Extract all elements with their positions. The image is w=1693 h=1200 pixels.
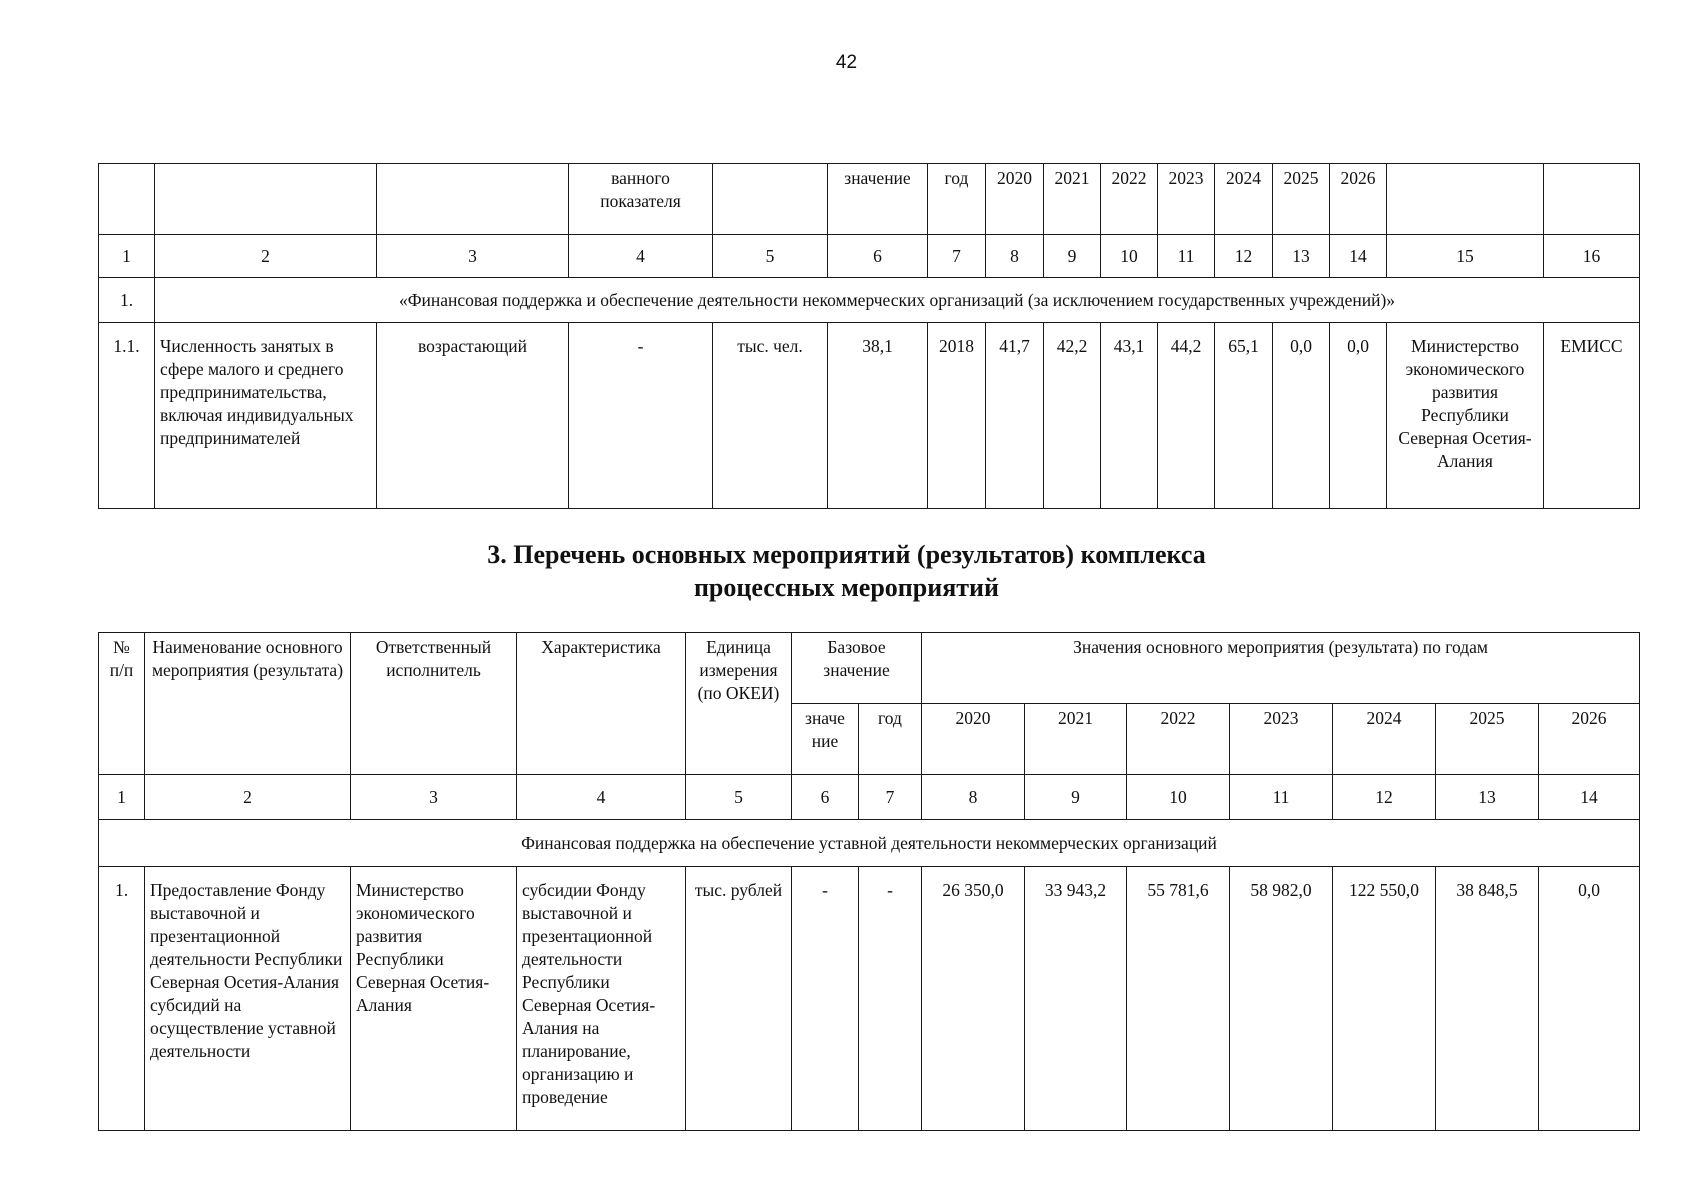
indicator-trend: возрастающий — [377, 323, 569, 509]
measure-name: Предоставление Фонду выставочной и презентационной деятельности Республики Северная Осетия-Алания субсидий на осуществление уставной деятельности — [145, 867, 351, 1131]
year-value: 33 943,2 — [1025, 867, 1127, 1131]
section-row — [99, 820, 1640, 867]
section-3-title-line-2: процессных мероприятий — [693, 573, 1000, 602]
column-number: 1 — [99, 235, 155, 278]
year-value: 42,2 — [1044, 323, 1101, 509]
section-title: «Финансовая поддержка и обеспечение деятельности некоммерческих организаций (за исключением государственных учреждений)» — [155, 278, 1640, 323]
year-value: 43,1 — [1101, 323, 1158, 509]
table-row — [99, 323, 1640, 509]
year-value: 58 982,0 — [1230, 867, 1333, 1131]
header-base-value: значение — [828, 164, 928, 235]
responsible-executor: Министерство экономического развития Республики Северная Осетия-Алания — [351, 867, 517, 1131]
year-value: 122 550,0 — [1333, 867, 1436, 1131]
header-year: 2026 — [1330, 164, 1387, 235]
header-unit: Единица измерения (по ОКЕИ) — [686, 633, 792, 775]
header-year: 2025 — [1273, 164, 1330, 235]
column-number: 4 — [569, 235, 713, 278]
header-base-year: год — [859, 704, 922, 775]
header-year: 2024 — [1333, 704, 1436, 775]
column-number: 3 — [351, 775, 517, 820]
column-number: 7 — [928, 235, 986, 278]
column-number: 13 — [1436, 775, 1539, 820]
measure-characteristic: субсидии Фонду выставочной и презентационной деятельности Республики Северная Осетия-Алания на планирование, организацию и проведение — [517, 867, 686, 1131]
base-value: 38,1 — [828, 323, 928, 509]
table-header-row — [99, 164, 1640, 235]
column-number: 6 — [792, 775, 859, 820]
year-value: 41,7 — [986, 323, 1044, 509]
section-3-title — [0, 538, 1693, 604]
column-number: 2 — [155, 235, 377, 278]
header-indicator-level: ванного показателя — [569, 164, 713, 235]
column-number: 7 — [859, 775, 922, 820]
indicators-table — [98, 163, 1640, 509]
column-number: 12 — [1333, 775, 1436, 820]
indicator-name: Численность занятых в сфере малого и среднего предпринимательства, включая индивидуальных предпринимателей — [155, 323, 377, 509]
column-number: 14 — [1539, 775, 1640, 820]
header-year: 2021 — [1044, 164, 1101, 235]
header-year: 2026 — [1539, 704, 1640, 775]
header-measure-name: Наименование основного мероприятия (результата) — [145, 633, 351, 775]
row-number: 1. — [99, 867, 145, 1131]
column-number: 1 — [99, 775, 145, 820]
column-number: 12 — [1215, 235, 1273, 278]
column-numbers-row — [99, 775, 1640, 820]
year-value: 26 350,0 — [922, 867, 1025, 1131]
header-year: 2023 — [1158, 164, 1215, 235]
year-value: 38 848,5 — [1436, 867, 1539, 1131]
year-value: 0,0 — [1330, 323, 1387, 509]
header-values-by-year: Значения основного мероприятия (результата) по годам — [922, 633, 1640, 704]
column-number: 8 — [986, 235, 1044, 278]
header-year: 2022 — [1127, 704, 1230, 775]
year-value: 0,0 — [1539, 867, 1640, 1131]
column-number: 9 — [1025, 775, 1127, 820]
column-number: 11 — [1230, 775, 1333, 820]
column-number: 2 — [145, 775, 351, 820]
header-year: 2020 — [922, 704, 1025, 775]
header-year: 2022 — [1101, 164, 1158, 235]
base-year: 2018 — [928, 323, 986, 509]
column-number: 11 — [1158, 235, 1215, 278]
section-3-title-line-1: 3. Перечень основных мероприятий (результатов) комплекса — [487, 540, 1206, 569]
header-responsible: Ответственный исполнитель — [351, 633, 517, 775]
column-number: 16 — [1544, 235, 1640, 278]
header-year: 2025 — [1436, 704, 1539, 775]
page-number: 42 — [835, 52, 858, 73]
indicator-level: - — [569, 323, 713, 509]
header-base-value: значе ние — [792, 704, 859, 775]
column-number: 6 — [828, 235, 928, 278]
year-value: 0,0 — [1273, 323, 1330, 509]
column-number: 5 — [686, 775, 792, 820]
column-number: 13 — [1273, 235, 1330, 278]
base-value: - — [792, 867, 859, 1131]
data-source: ЕМИСС — [1544, 323, 1640, 509]
header-year: 2024 — [1215, 164, 1273, 235]
header-year: 2020 — [986, 164, 1044, 235]
table-header-row — [99, 633, 1640, 704]
year-value: 65,1 — [1215, 323, 1273, 509]
column-number: 9 — [1044, 235, 1101, 278]
section-number: 1. — [99, 278, 155, 323]
header-num: № п/п — [99, 633, 145, 775]
year-value: 44,2 — [1158, 323, 1215, 509]
column-numbers-row — [99, 235, 1640, 278]
column-number: 4 — [517, 775, 686, 820]
row-number: 1.1. — [99, 323, 155, 509]
table-row — [99, 867, 1640, 1131]
header-characteristic: Характеристика — [517, 633, 686, 775]
column-number: 5 — [713, 235, 828, 278]
section-row — [99, 278, 1640, 323]
column-number: 10 — [1101, 235, 1158, 278]
measure-unit: тыс. рублей — [686, 867, 792, 1131]
column-number: 14 — [1330, 235, 1387, 278]
indicator-unit: тыс. чел. — [713, 323, 828, 509]
year-value: 55 781,6 — [1127, 867, 1230, 1131]
section-title: Финансовая поддержка на обеспечение уставной деятельности некоммерческих организаций — [99, 820, 1640, 867]
responsible-ministry: Министерство экономического развития Республики Северная Осетия-Алания — [1387, 323, 1544, 509]
column-number: 3 — [377, 235, 569, 278]
column-number: 10 — [1127, 775, 1230, 820]
header-base-year: год — [928, 164, 986, 235]
header-base: Базовое значение — [792, 633, 922, 704]
column-number: 15 — [1387, 235, 1544, 278]
measures-table — [98, 632, 1640, 1131]
header-year: 2021 — [1025, 704, 1127, 775]
column-number: 8 — [922, 775, 1025, 820]
base-year: - — [859, 867, 922, 1131]
header-year: 2023 — [1230, 704, 1333, 775]
